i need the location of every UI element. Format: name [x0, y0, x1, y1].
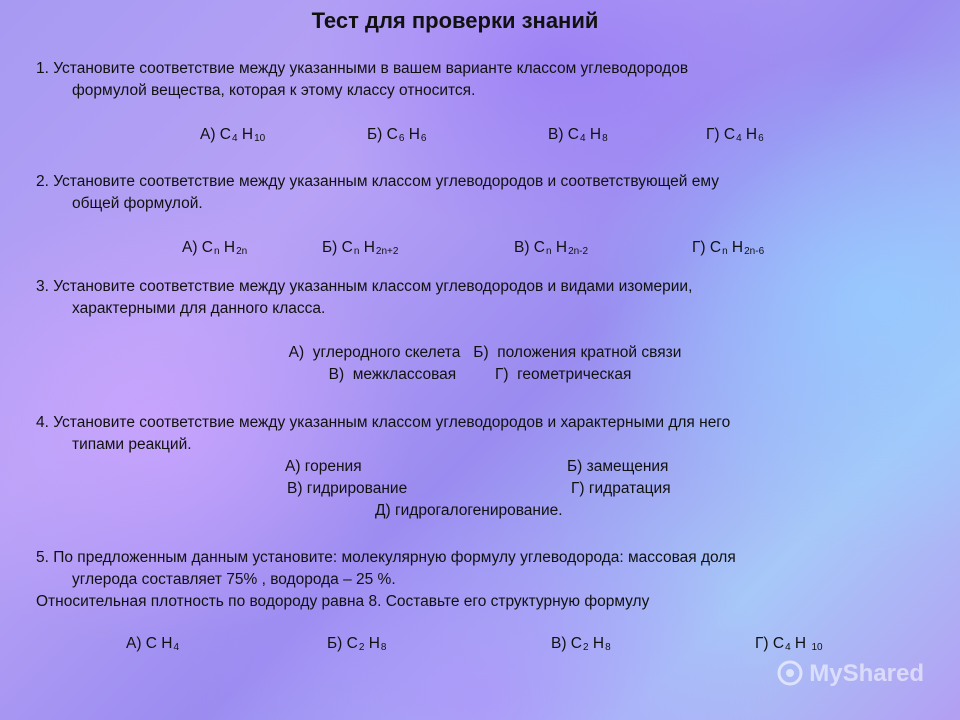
question-2-text [36, 171, 916, 215]
question-5-line-2: углерода составляет 75% , водорода – 25 %. [72, 571, 396, 588]
question-1-text [36, 58, 916, 102]
question-2-line-1: 2. Установите соответствие между указанным классом углеводородов и соответствующей ему [36, 173, 719, 190]
question-1-line-2: формулой вещества, которая к этому классу относится. [72, 82, 476, 99]
q5-option-d: Г) $C_4$ H $_{10}$ [755, 635, 823, 653]
question-4-line-1: 4. Установите соответствие между указанным классом углеводородов и характерными для него [36, 414, 731, 431]
q2-option-b: Б) $C_n$ $H_{2n+2}$ [322, 239, 399, 257]
q4-option-b: Б) замещения [567, 458, 669, 475]
q1-option-a: А) $C_4$ $H_{10}$ [200, 126, 266, 144]
myshared-logo-icon [777, 660, 803, 686]
question-1-line-1: 1. Установите соответствие между указанными в вашем варианте классом углеводородов [36, 60, 689, 77]
question-5-text [36, 547, 916, 613]
q5-option-c: В) $C_2$ $H_8$ [551, 635, 611, 653]
q1-option-b: Б) $C_6$ $H_6$ [367, 126, 427, 144]
q2-option-d: Г) $C_n$ $H_{2n-6}$ [692, 239, 765, 257]
q4-option-e: Д) гидрогалогенирование. [375, 502, 563, 519]
q1-option-c: В) $C_4$ $H_8$ [548, 126, 608, 144]
question-3-line-2: характерными для данного класса. [72, 300, 326, 317]
watermark-logo [777, 660, 924, 688]
q3-options-row-1: А) углеродного скелета Б) положения кратной связи [288, 344, 682, 361]
q3-options-row-2: В) межклассовая Г) геометрическая [328, 366, 632, 383]
question-3-line-1: 3. Установите соответствие между указанным классом углеводородов и видами изомерии, [36, 278, 693, 295]
q4-option-d: Г) гидратация [571, 480, 671, 497]
page-title: Тест для проверки знаний [311, 8, 599, 33]
q2-option-a: А) $C_n$ $H_{2n}$ [182, 239, 248, 257]
question-2-line-2: общей формулой. [72, 195, 203, 212]
question-4-line-2: типами реакций. [72, 436, 192, 453]
question-5-line-3: Относительная плотность по водороду равна 8. Составьте его структурную формулу [36, 593, 650, 610]
question-5-line-1: 5. По предложенным данным установите: молекулярную формулу углеводорода: массовая доля [36, 549, 736, 566]
q2-option-c: В) $C_n$ $H_{2n-2}$ [514, 239, 589, 257]
q5-option-a: А) C $H_4$ [126, 635, 180, 653]
q4-option-a: А) горения [285, 458, 362, 475]
question-3-text [36, 276, 916, 320]
question-4-text [36, 412, 916, 456]
watermark-text: MyShared [809, 660, 924, 687]
q1-option-d: Г) $C_4$ $H_6$ [706, 126, 764, 144]
q5-option-b: Б) $C_2$ $H_8$ [327, 635, 387, 653]
q4-option-c: В) гидрирование [287, 480, 408, 497]
